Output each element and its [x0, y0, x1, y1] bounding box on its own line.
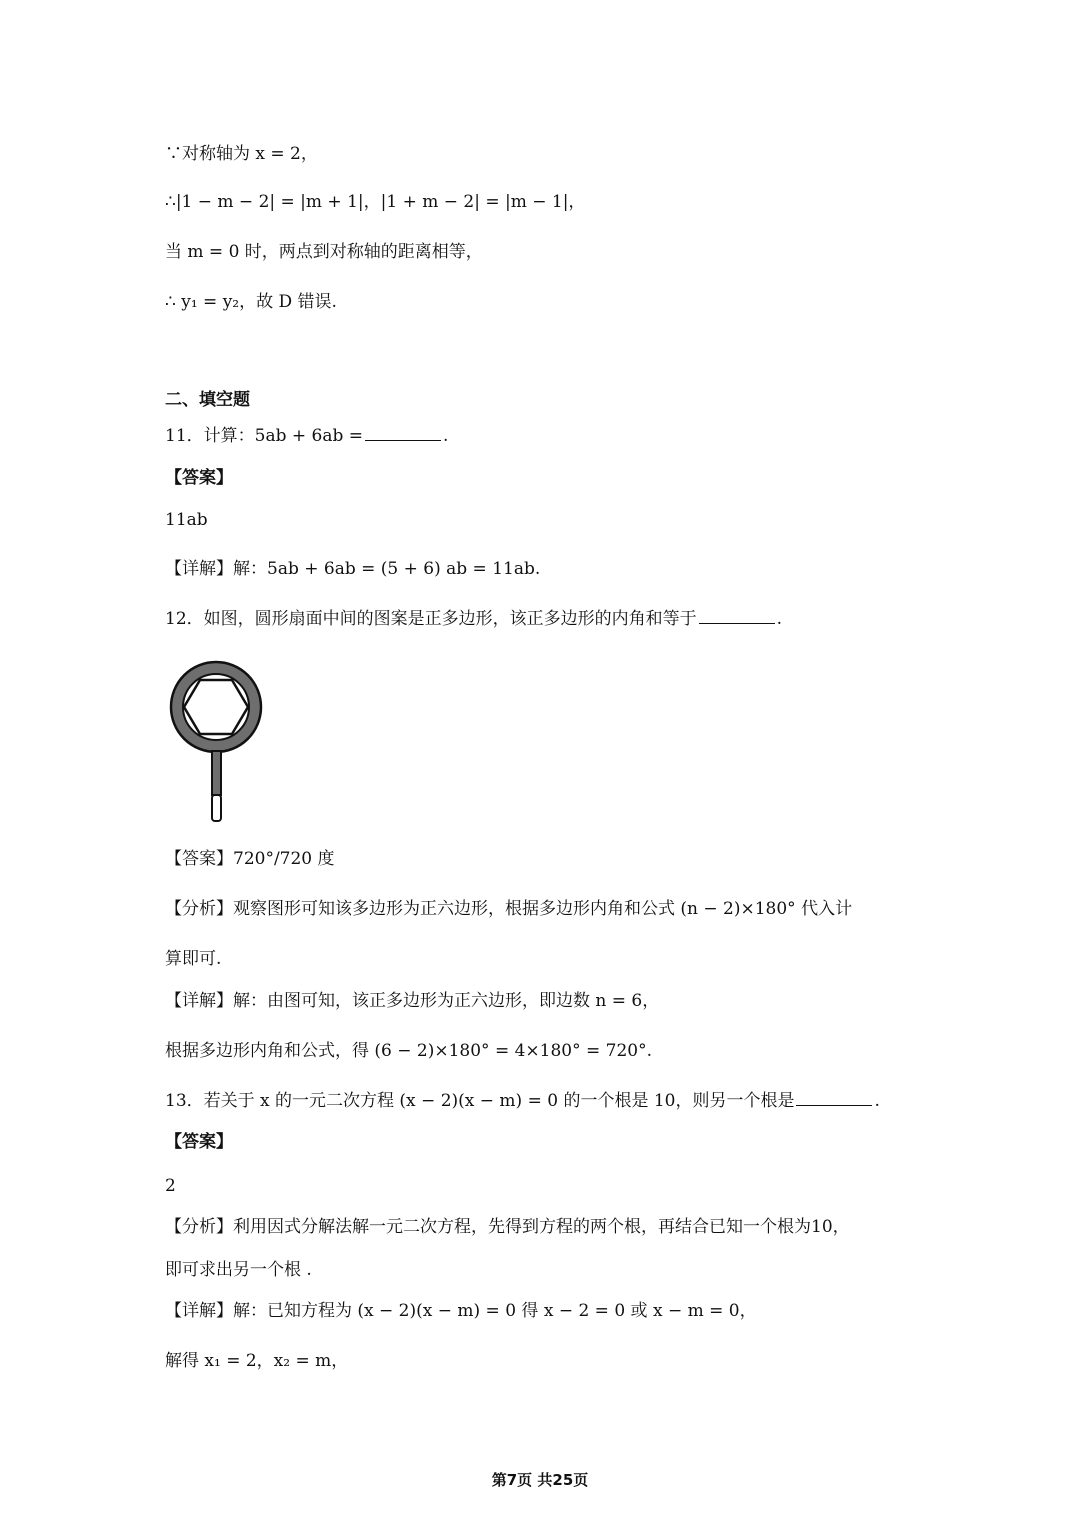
line-text: 解得 x₁ = 2，x₂ = m，: [165, 1351, 349, 1371]
line-end: .: [874, 1091, 880, 1111]
text-line: [165, 847, 335, 871]
fan-handle-tip: [212, 795, 221, 821]
line-text: 根据多边形内角和公式，得 (6 − 2)×180° = 4×180° = 720°.: [165, 1041, 653, 1061]
line-end: .: [443, 426, 449, 446]
page-footer: 第7页 共25页: [491, 1471, 589, 1489]
line-text: 13．若关于 x 的一元二次方程 (x − 2)(x − m) = 0 的一个根是 10，则另一个根是: [165, 1091, 795, 1111]
text-line: [165, 989, 659, 1013]
line-text: 【答案】: [165, 468, 233, 488]
line-text: 【答案】720°/720 度: [165, 849, 335, 869]
fan-handle: [212, 751, 221, 795]
line-text: 【详解】解：5ab + 6ab = (5 + 6) ab = 11ab.: [165, 559, 541, 579]
text-line: [165, 466, 233, 490]
answer-blank: [365, 424, 441, 441]
line-text: ∵对称轴为 x = 2，: [165, 144, 318, 164]
line-text: 11ab: [165, 510, 208, 530]
line-text: ∴|1 − m − 2| = |m + 1|，|1 + m − 2| = |m − 1|，: [165, 192, 586, 212]
text-line: [165, 1039, 652, 1063]
line-text: 当 m = 0 时，两点到对称轴的距离相等，: [165, 242, 483, 262]
text-line: [165, 388, 250, 412]
line-text: ∴ y₁ = y₂，故 D 错误.: [165, 292, 337, 312]
line-text: 【分析】观察图形可知该多边形为正六边形，根据多边形内角和公式 (n − 2)×180° 代入计: [165, 899, 853, 919]
text-line: [165, 947, 221, 971]
text-line: [165, 240, 483, 264]
text-line: [165, 1349, 348, 1373]
text-line: [165, 508, 208, 532]
line-text: 即可求出另一个根 .: [165, 1260, 312, 1280]
line-text: 2: [165, 1176, 176, 1196]
text-line: [165, 557, 540, 581]
text-line: [165, 290, 337, 314]
line-text: 【详解】解：已知方程为 (x − 2)(x − m) = 0 得 x − 2 = 0 或 x − m = 0，: [165, 1301, 757, 1321]
line-text: 12．如图，圆形扇面中间的图案是正多边形，该正多边形的内角和等于: [165, 609, 697, 629]
text-line: [165, 1299, 757, 1323]
fan-figure: [163, 655, 273, 827]
line-text: 11．计算：5ab + 6ab =: [165, 426, 363, 446]
text-line: [165, 1215, 850, 1239]
line-text: 二、填空题: [165, 390, 250, 410]
text-line: [165, 1089, 880, 1113]
text-line: [165, 142, 318, 166]
text-line: [165, 424, 448, 448]
answer-blank: [699, 607, 775, 624]
line-text: 算即可.: [165, 949, 222, 969]
text-line: [165, 190, 585, 214]
text-line: [165, 607, 782, 631]
text-line: [165, 1130, 233, 1154]
line-text: 【详解】解：由图可知，该正多边形为正六边形，即边数 n = 6，: [165, 991, 660, 1011]
line-text: 【分析】利用因式分解法解一元二次方程，先得到方程的两个根，再结合已知一个根为10，: [165, 1217, 850, 1237]
line-text: 【答案】: [165, 1132, 233, 1152]
text-line: [165, 897, 852, 921]
text-line: [165, 1174, 176, 1198]
answer-blank: [796, 1089, 872, 1106]
text-line: [165, 1258, 312, 1282]
line-end: .: [776, 609, 783, 629]
